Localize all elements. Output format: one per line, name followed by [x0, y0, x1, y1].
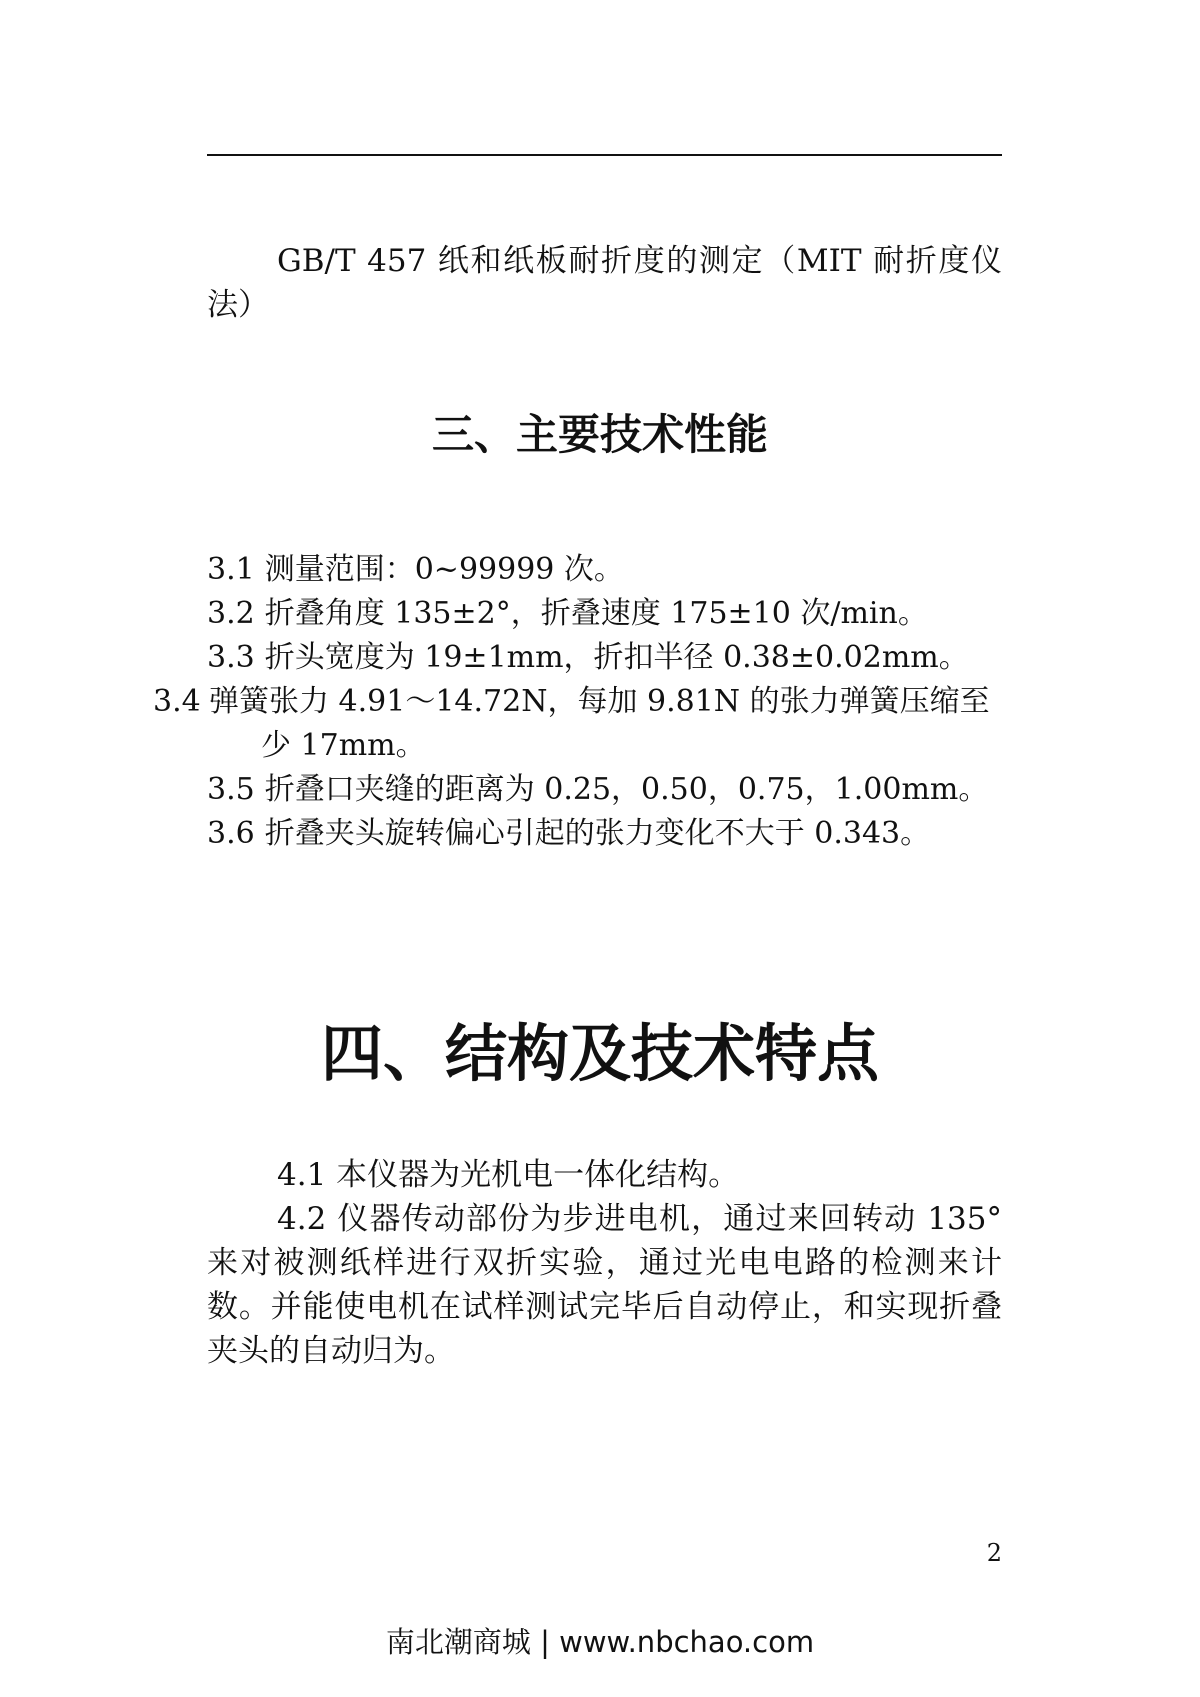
spec-item-text: 弹簧张力 4.91～14.72N，每加 9.81N 的张力弹簧压缩至少 17mm。 — [209, 684, 990, 763]
spec-item-text: 折叠角度 135±2°，折叠速度 175±10 次/min。 — [264, 596, 928, 631]
section-4-paragraph-2: 4.2 仪器传动部份为步进电机，通过来回转动 135°来对被测纸样进行双折实验，通过光电电路的检测来计数。并能使电机在试样测试完毕后自动停止，和实现折叠夹头的自动归为。 — [207, 1201, 1002, 1369]
section-4-heading: 四、结构及技术特点 — [320, 1016, 879, 1090]
spec-item-number: 3.1 — [207, 552, 255, 587]
spec-item — [207, 768, 1002, 812]
spec-item: 3.4 弹簧张力 4.91～14.72N，每加 9.81N 的张力弹簧压缩至少 17mm。 — [153, 684, 990, 763]
header-rule — [207, 154, 1002, 156]
section-3-heading: 三、主要技术性能 — [431, 409, 768, 459]
spec-item-text: 折头宽度为 19±1mm，折扣半径 0.38±0.02mm。 — [264, 640, 969, 675]
spec-item-text: 测量范围：0~99999 次。 — [264, 552, 624, 587]
spec-item — [207, 548, 1002, 592]
page-number: 2 — [986, 1539, 1002, 1567]
spec-item — [207, 636, 1002, 680]
spec-item-number: 3.3 — [207, 640, 255, 675]
spec-item-text: 折叠夹头旋转偏心引起的张力变化不大于 0.343。 — [264, 816, 931, 851]
section-4-paragraph-1: 4.1 本仪器为光机电一体化结构。 — [277, 1157, 740, 1193]
spec-item — [207, 812, 1002, 856]
spec-item-number: 3.2 — [207, 596, 255, 631]
spec-item-number: 3.6 — [207, 816, 255, 851]
spec-item-text: 折叠口夹缝的距离为 0.25，0.50，0.75，1.00mm。 — [264, 772, 989, 807]
standard-reference: GB/T 457 纸和纸板耐折度的测定（MIT 耐折度仪法） — [207, 243, 1002, 323]
spec-item-number: 3.5 — [207, 772, 255, 807]
footer-watermark: 南北潮商城 | www.nbchao.com — [385, 1625, 815, 1659]
spec-list — [153, 548, 1002, 856]
spec-item — [207, 592, 1002, 636]
